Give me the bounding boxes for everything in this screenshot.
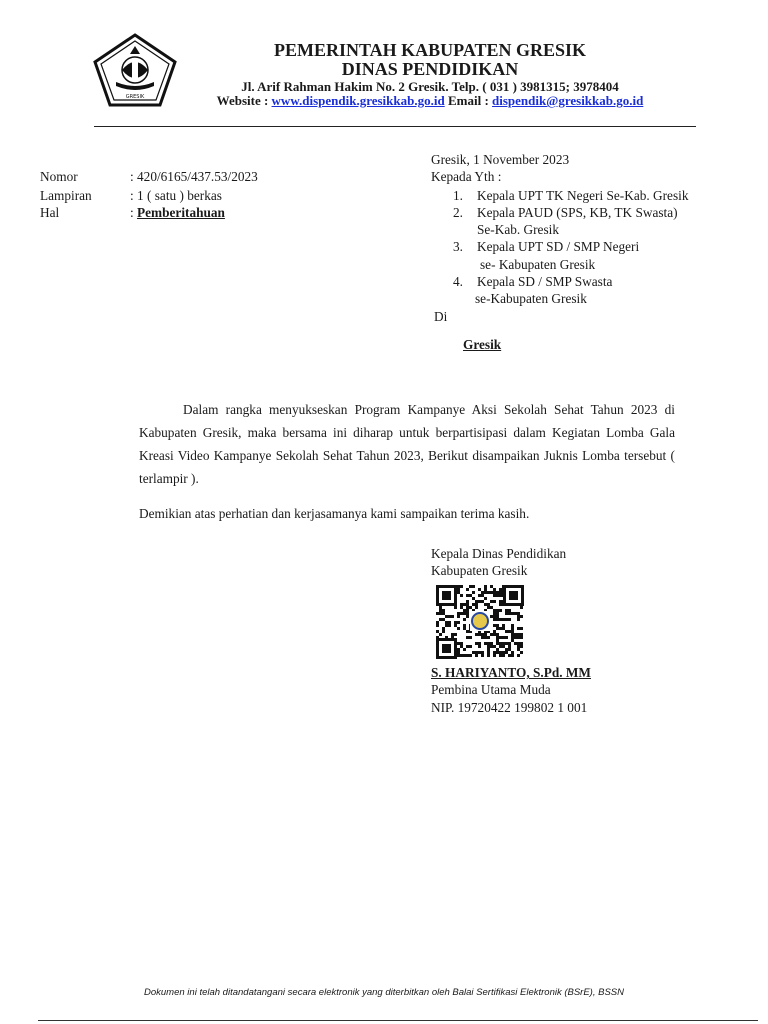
recipient-2-num: 2. (453, 205, 463, 220)
email-link[interactable]: dispendik@gresikkab.go.id (492, 93, 644, 108)
paragraph-1-text: Dalam rangka menyukseskan Program Kampanye Aksi Sekolah Sehat Tahun 2023 di Kabupaten Gresik, maka bersama ini diharap untuk berpartisipasi dalam Kegiatan Lomba Gala Kreasi Video Kampanye Sekolah Sehat Tahun 2023, Berikut disampaikan Juknis Lomba tersebut ( terlampir ). (139, 402, 675, 486)
website-label: Website : (216, 93, 272, 108)
header-address: Jl. Arif Rahman Hakim No. 2 Gresik. Telp. ( 031 ) 3981315; 3978404 (241, 79, 619, 94)
signer-name: S. HARIYANTO, S.Pd. MM (431, 665, 591, 680)
hal-label: Hal (40, 205, 60, 220)
recipient-2-line2: Se-Kab. Gresik (477, 222, 559, 237)
recipient-4-line1: Kepala SD / SMP Swasta (477, 274, 613, 289)
header-line1: PEMERINTAH KABUPATEN GRESIK (273, 40, 587, 60)
lampiran-label: Lampiran (40, 188, 92, 203)
recipient-3-num: 3. (453, 239, 463, 254)
di-label: Di (434, 309, 448, 324)
signer-rank: Pembina Utama Muda (431, 682, 551, 697)
header-contact (190, 93, 670, 108)
recipient-1-line1: Kepala UPT TK Negeri Se-Kab. Gresik (477, 188, 689, 203)
hal-colon: : (130, 205, 138, 220)
recipient-place: Gresik (463, 337, 502, 352)
signer-title-1: Kepala Dinas Pendidikan (431, 546, 567, 561)
recipient-1-num: 1. (453, 188, 463, 203)
signer-title-2: Kabupaten Gresik (431, 563, 528, 578)
body-paragraph-1 (139, 398, 675, 490)
recipient-3-line2: se- Kabupaten Gresik (480, 257, 596, 272)
recipient-3-line1: Kepala UPT SD / SMP Negeri (477, 239, 640, 254)
logo-text: GRESIK (125, 94, 145, 100)
regency-emblem-icon (92, 32, 178, 108)
footer-note: Dokumen ini telah ditandatangani secara elektronik yang diterbitkan oleh Balai Sertifikasi Elektronik (BSrE), BSSN (144, 987, 624, 998)
nomor-value: : 420/6165/437.53/2023 (130, 169, 258, 184)
header-divider (94, 126, 696, 127)
nomor-label: Nomor (40, 169, 78, 184)
signer-nip: NIP. 19720422 199802 1 001 (431, 700, 588, 715)
qr-code-icon (436, 585, 524, 659)
recipient-4-line2: se-Kabupaten Gresik (475, 291, 587, 306)
hal-field (130, 204, 225, 221)
hal-value: Pemberitahuan (137, 205, 225, 220)
body-paragraph-2: Demikian atas perhatian dan kerjasamanya kami sampaikan terima kasih. (139, 506, 530, 521)
kepada-label: Kepada Yth : (431, 169, 502, 184)
email-label: Email : (444, 93, 493, 108)
lampiran-value: : 1 ( satu ) berkas (130, 188, 222, 203)
recipient-2-line1: Kepala PAUD (SPS, KB, TK Swasta) (477, 205, 678, 220)
footer-divider (38, 1020, 758, 1021)
header-line2: DINAS PENDIDIKAN (341, 59, 519, 79)
recipient-4-num: 4. (453, 274, 463, 289)
website-link[interactable]: www.dispendik.gresikkab.go.id (271, 93, 445, 108)
letter-date: Gresik, 1 November 2023 (431, 152, 570, 167)
